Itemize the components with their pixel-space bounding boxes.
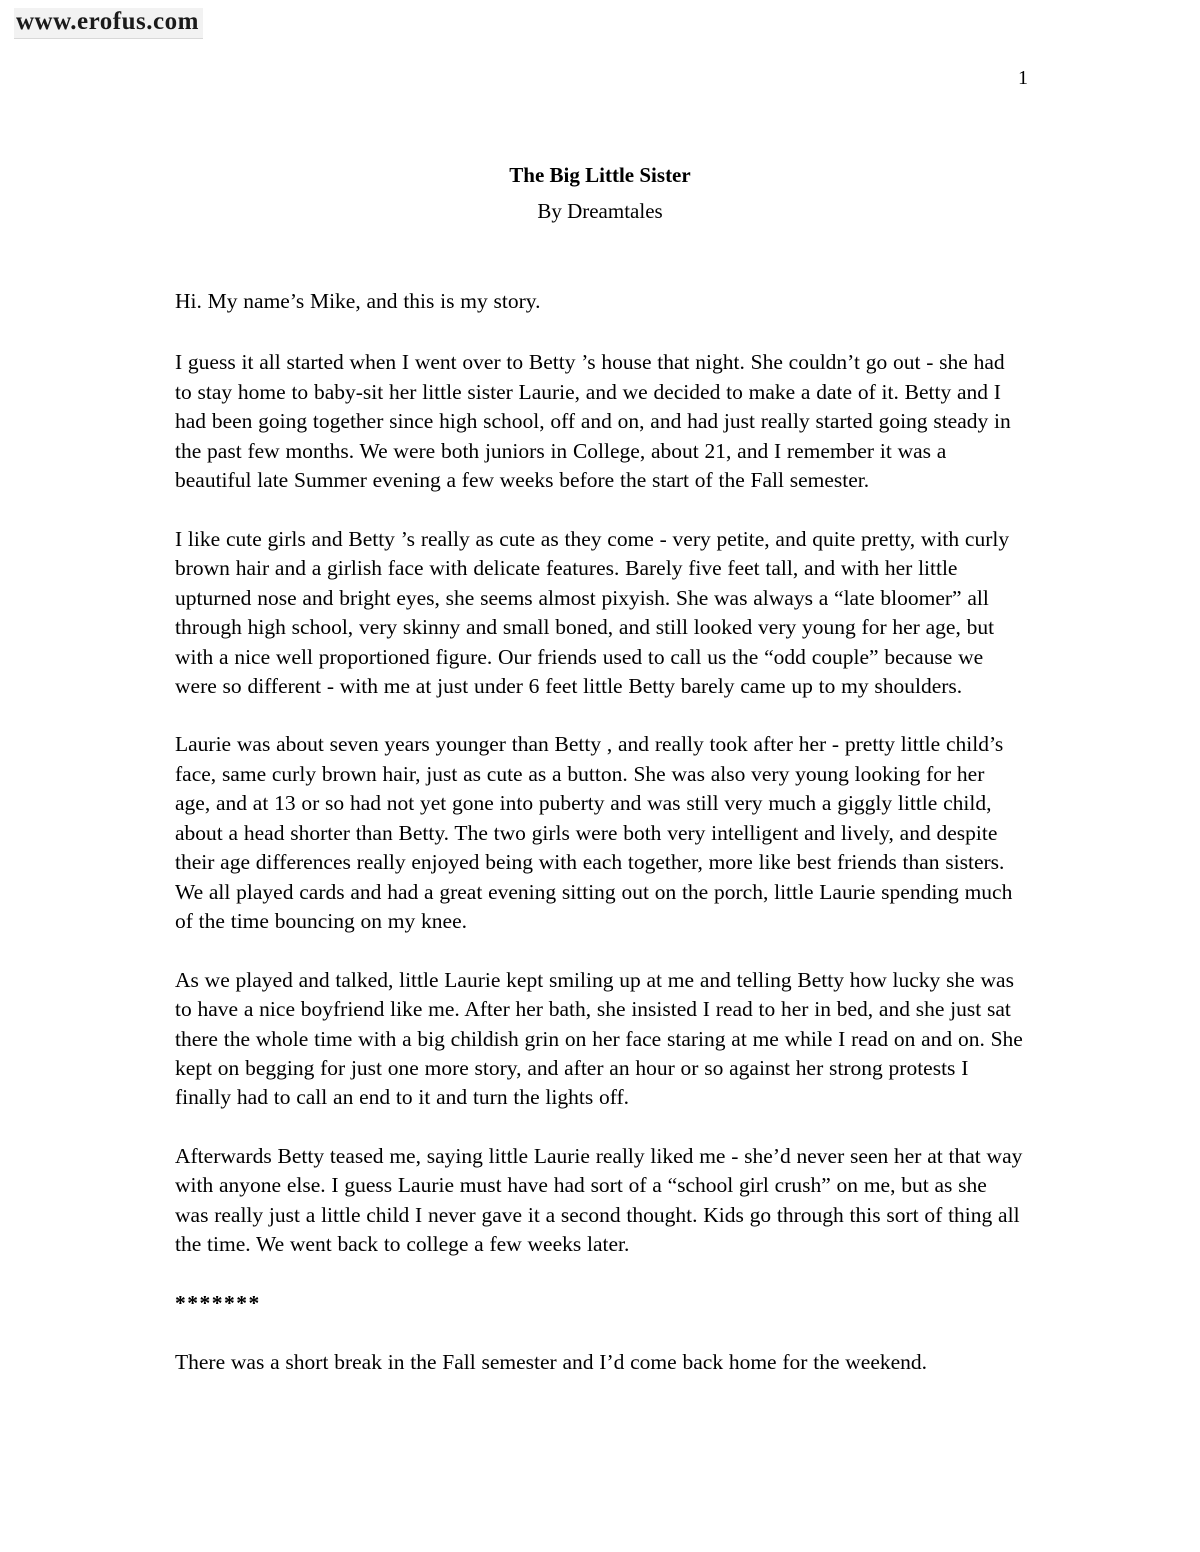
paragraph: Afterwards Betty teased me, saying little Laurie really liked me - she’d never seen her at that way with anyone else. I guess Laurie must have had sort of a “school girl crush” on me, but as she was really just a little child I never gave it a second thought. Kids go through this sort of thing all the time. We went back to college a few weeks later. bbox=[175, 1143, 1023, 1257]
paragraph: Laurie was about seven years younger than Betty , and really took after her - pretty little child’s face, same curly brown hair, just as cute as a button. She was also very young looking for her age, and at 13 or so had not yet gone into puberty and was still very much a giggly little child, about a head shorter than Betty. The two girls were both very intelligent and lively, and despite their age differences really enjoyed being with each together, more like best friends than sisters. We all played cards and had a great evening sitting out on the porch, little Laurie spending much of the time bouncing on my knee. bbox=[175, 732, 1013, 934]
paragraph: I like cute girls and Betty ’s really as cute as they come - very petite, and quite pretty, with curly brown hair and a girlish face with delicate features. Barely five feet tall, and with her little upturned nose and bright eyes, she seems almost pixyish. She was always a “late bloomer” all through high school, very skinny and small boned, and still looked very young for her age, but with a nice well proportioned figure. Our friends used to call us the “odd couple” because we were so different - with me at just under 6 feet little Betty barely came up to my shoulders. bbox=[175, 526, 1010, 698]
paragraph: As we played and talked, little Laurie kept smiling up at me and telling Betty how lucky she was to have a nice boyfriend like me. After her bath, she insisted I read to her in bed, and she just sat there the whole time with a big childish grin on her face staring at me while I read on and on. She kept on begging for just one more story, and after an hour or so against her strong protests I finally had to call an end to it and turn the lights off. bbox=[175, 967, 1023, 1110]
document-byline: By Dreamtales bbox=[537, 198, 663, 223]
site-watermark: www.erofus.com bbox=[14, 8, 203, 39]
section-divider: ******* bbox=[175, 1290, 261, 1315]
paragraph: I guess it all started when I went over to Betty ’s house that night. She couldn’t go out - she had to stay home to baby-sit her little sister Laurie, and we decided to make a date of it. Betty and I had been going together since high school, off and on, and had just really started going steady in the past few months. We were both juniors in College, about 21, and I remember it was a beautiful late Summer evening a few weeks before the start of the Fall semester. bbox=[175, 350, 1011, 493]
title-block bbox=[175, 160, 1025, 227]
paragraph: Hi. My name’s Mike, and this is my story. bbox=[175, 289, 541, 313]
paragraph: There was a short break in the Fall semester and I’d come back home for the weekend. bbox=[175, 1350, 928, 1375]
page-number: 1 bbox=[1018, 67, 1028, 89]
document-title: The Big Little Sister bbox=[509, 163, 691, 187]
document-body bbox=[175, 160, 1025, 1407]
